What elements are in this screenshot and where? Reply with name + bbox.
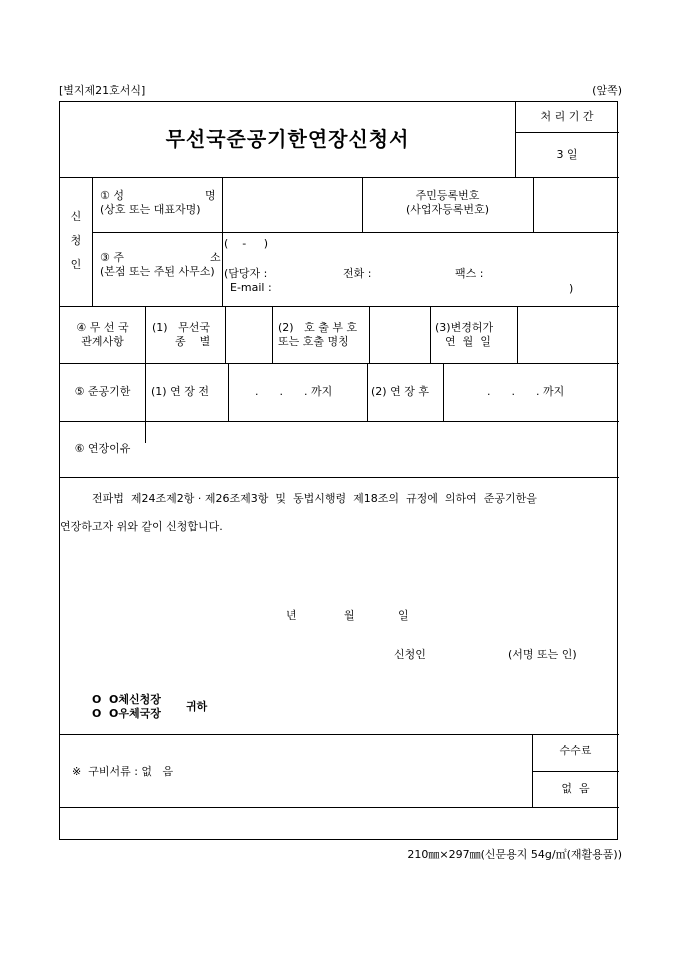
fax-label: 팩스 :: [455, 267, 484, 280]
after-extension-value[interactable]: . . . 까지: [487, 385, 565, 398]
contact-close-paren: ): [569, 282, 574, 295]
form-number: [별지제21호서식]: [59, 84, 146, 97]
contact-person-label: (담당자 :: [224, 267, 268, 280]
reg-no-sublabel: (사업자등록번호): [406, 203, 489, 216]
statement-line-2: 연장하고자 위와 같이 신청합니다.: [60, 520, 223, 533]
name-label: ① 성: [100, 189, 124, 202]
after-extension-label: (2) 연 장 후: [371, 385, 429, 398]
processing-period-label: 처 리 기 간: [540, 110, 594, 123]
recipient-line-1: O O체신청장: [92, 693, 161, 706]
recipient-suffix: 귀하: [186, 700, 208, 713]
statement-line-1: 전파법 제24조제2항 · 제26조제3항 및 동법시행령 제18조의 규정에 의하여 준공기한을: [92, 492, 537, 505]
permit-date-label: (3)변경허가: [435, 321, 494, 334]
station-type-sublabel: 종 별: [175, 335, 211, 348]
call-sign-sublabel: 또는 호출 명칭: [278, 335, 349, 348]
date-year-label: 년: [286, 609, 297, 622]
fee-value: 없 음: [561, 782, 590, 795]
paper-spec: 210㎜×297㎜(신문용지 54g/㎡(재활용품)): [407, 848, 622, 861]
date-month-label: 월: [344, 609, 355, 622]
attachments-note: ※ 구비서류 : 없 음: [72, 765, 174, 778]
extension-reason-label: ⑥ 연장이유: [74, 442, 131, 455]
address-label: ③ 주: [100, 251, 124, 264]
name-label-end: 명: [205, 189, 216, 202]
signature-note: (서명 또는 인): [508, 648, 577, 661]
name-sublabel: (상호 또는 대표자명): [100, 203, 201, 216]
before-extension-value[interactable]: . . . 까지: [255, 385, 333, 398]
station-label: ④ 무 선 국: [76, 321, 129, 334]
reg-no-label: 주민등록번호: [415, 189, 480, 202]
applicant-label-1: 신: [70, 210, 82, 223]
applicant-sign-label: 신청인: [394, 648, 426, 661]
station-sublabel: 관계사항: [81, 335, 124, 348]
date-day-label: 일: [398, 609, 409, 622]
email-label: E-mail :: [230, 281, 272, 294]
recipient-line-2: O O우체국장: [92, 707, 161, 720]
postal-code-field[interactable]: ( - ): [224, 237, 269, 250]
before-extension-label: (1) 연 장 전: [151, 385, 209, 398]
address-sublabel: (본점 또는 주된 사무소): [100, 265, 215, 278]
form-frame: [59, 101, 618, 840]
form-title: 무선국준공기한연장신청서: [165, 127, 410, 151]
page-side-label: (앞쪽): [592, 84, 622, 97]
phone-label: 전화 :: [343, 267, 372, 280]
deadline-label: ⑤ 준공기한: [74, 385, 131, 398]
call-sign-label: (2) 호 출 부 호: [278, 321, 358, 334]
fee-label: 수수료: [559, 744, 592, 757]
applicant-label-3: 인: [70, 258, 82, 271]
station-type-label: (1) 무선국: [152, 321, 210, 334]
applicant-label-2: 청: [70, 234, 82, 247]
address-label-end: 소: [210, 251, 221, 264]
permit-date-sublabel: 연 월 일: [445, 335, 491, 348]
processing-period-value: 3 일: [556, 148, 578, 161]
